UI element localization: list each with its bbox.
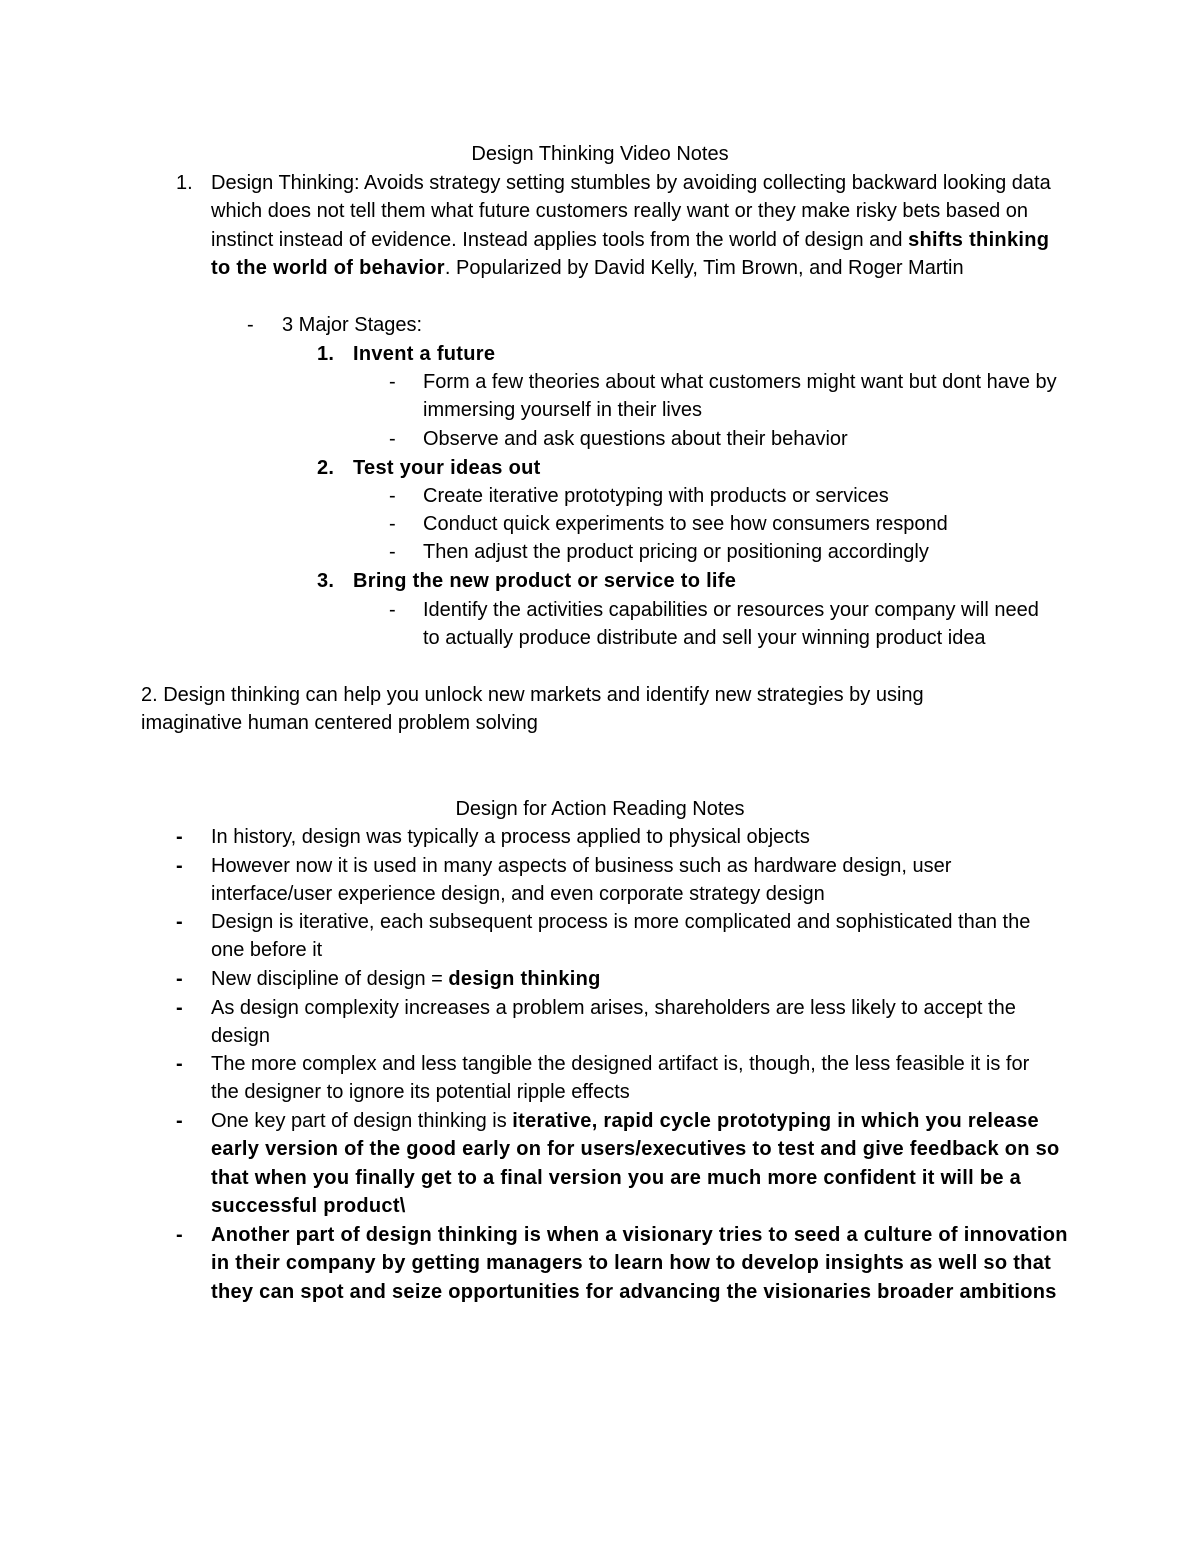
reading-bullet-2: However now it is used in many aspects of business such as hardware design, user interface/user experience design, and even corporate strategy design	[211, 855, 952, 906]
stage2-bullet-3: Then adjust the product pricing or positioning accordingly	[423, 541, 929, 563]
reading-bullet-6: The more complex and less tangible the designed artifact is, though, the less feasible it is for the designer to ignore its potential ripple effects	[211, 1053, 1030, 1104]
stage-marker-1: 1.	[317, 343, 335, 365]
reading-bullet-3: Design is iterative, each subsequent process is more complicated and sophisticated than the one before it	[211, 911, 1031, 962]
reading-bullet-8: Another part of design thinking is when a visionary tries to seed a culture of innovation in their company by getting managers to learn how to develop insights as well so that they can spot and seize opportunities for advancing the visionaries broader ambitions	[211, 1224, 1068, 1303]
item1-text-b: . Popularized by David Kelly, Tim Brown, and Roger Martin	[444, 257, 964, 280]
bullet-marker: -	[176, 997, 183, 1019]
b4-text-bold: design thinking	[448, 968, 601, 990]
stage-marker-2: 2.	[317, 457, 335, 479]
bullet-marker: -	[176, 1110, 183, 1132]
dash-marker: -	[389, 371, 396, 393]
stage1-bullet-1: Form a few theories about what customers might want but dont have by immersing yourself in their lives	[423, 371, 1057, 422]
stage-title-2: Test your ideas out	[353, 457, 541, 479]
bullet-marker: -	[176, 1053, 183, 1075]
reading-bullet-7	[211, 1107, 1061, 1221]
list-item-design-thinking	[211, 169, 1061, 283]
dash-marker: -	[389, 541, 396, 563]
dash-marker: -	[389, 599, 396, 621]
reading-bullet-1: In history, design was typically a process applied to physical objects	[211, 826, 810, 848]
bullet-marker: -	[176, 855, 183, 877]
reading-bullet-5: As design complexity increases a problem arises, shareholders are less likely to accept the design	[211, 997, 1016, 1048]
list-item-2: 2. Design thinking can help you unlock new markets and identify new strategies by using imaginative human centered problem solving	[141, 684, 924, 735]
stages-label: 3 Major Stages:	[282, 314, 423, 336]
b7-text-a: One key part of design thinking is	[211, 1110, 513, 1132]
dash-marker: -	[389, 428, 396, 450]
bullet-marker: -	[176, 1224, 183, 1246]
stage-marker-3: 3.	[317, 570, 335, 592]
b7-text-bold: iterative, rapid cycle prototyping in which you release early version of the good early on for users/executives to test and give feedback on so that when you finally get to a final version you are much more confident it will be a successful product\	[211, 1110, 1060, 1218]
section-title-video-notes: Design Thinking Video Notes	[471, 143, 729, 165]
bullet-marker: -	[176, 911, 183, 933]
stage1-bullet-2: Observe and ask questions about their behavior	[423, 428, 848, 450]
bullet-marker: -	[176, 826, 183, 848]
list-marker-1: 1.	[176, 172, 193, 194]
stage3-bullet-1: Identify the activities capabilities or resources your company will need to actually produce distribute and sell your winning product idea	[423, 599, 1039, 650]
dash-marker: -	[389, 485, 396, 507]
item1-text-bold: shifts thinking to the world of behavior	[211, 228, 1050, 280]
bullet-marker: -	[176, 968, 183, 990]
stage-title-1: Invent a future	[353, 343, 496, 365]
stage2-bullet-2: Conduct quick experiments to see how consumers respond	[423, 513, 948, 535]
stage-title-3: Bring the new product or service to life	[353, 570, 737, 592]
dash-marker: -	[247, 314, 254, 336]
section-title-reading-notes: Design for Action Reading Notes	[455, 798, 745, 820]
b4-text-a: New discipline of design =	[211, 968, 449, 990]
stage2-bullet-1: Create iterative prototyping with products or services	[423, 485, 889, 507]
item1-text-a: Design Thinking: Avoids strategy setting stumbles by avoiding collecting backward looking data which does not tell them what future customers really want or they make risky bets based on instinct instead of evidence. Instead applies tools from the world of design and	[211, 172, 1051, 251]
dash-marker: -	[389, 513, 396, 535]
reading-bullet-4	[211, 965, 1071, 993]
